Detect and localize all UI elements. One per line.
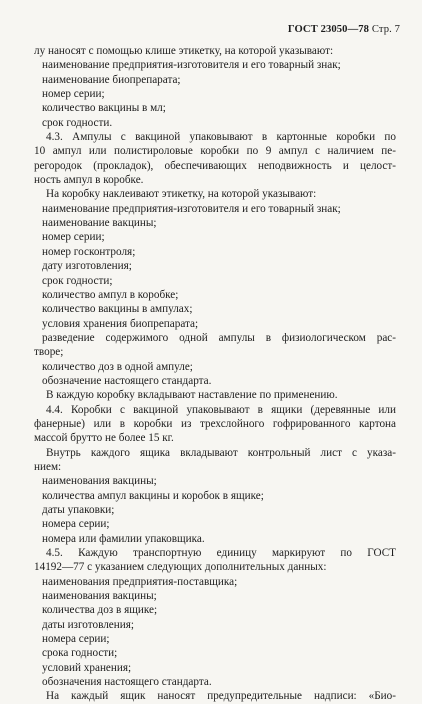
text-line: разведение содержимого одной ампулы в физиологическом рас- (42, 331, 396, 344)
text-line: лу наносят с помощью клише этикетку, на которой указывают: (34, 45, 334, 57)
text-line: количества доз в ящике; (42, 604, 158, 617)
text-line: количество ампул в коробке; (42, 288, 179, 301)
text-line: номера или фамилии упаковщика. (42, 532, 205, 545)
document-body (34, 44, 396, 704)
text-line: количества ампул вакцины и коробок в ящике; (42, 489, 264, 502)
text-line: наименования вакцины; (42, 590, 157, 603)
text-line: номер серии; (42, 88, 105, 101)
page-number: 7 (394, 24, 400, 35)
text-line: количество вакцины в мл; (42, 102, 166, 115)
text-line: 4.3. Ампулы с вакциной упаковывают в картонные коробки по (46, 131, 396, 144)
text-line: Внутрь каждого ящика вкладывают контрольный лист с указа- (46, 446, 396, 459)
text-line: даты упаковки; (42, 504, 115, 516)
text-line: На каждый ящик наносят предупредительные надписи: «Био- (46, 690, 396, 703)
page-label: Стр. (371, 24, 392, 35)
text-line: фанерные) или в коробки из трехслойного гофрированного картона (34, 417, 396, 430)
text-line: наименование биопрепарата; (42, 73, 181, 86)
text-line: 10 ампул или полистироловые коробки по 9 ампул с наличием пе- (34, 145, 396, 158)
text-line: 14192—77 с указанием следующих дополнительных данных: (34, 561, 327, 574)
text-line: 4.5. Каждую транспортную единицу маркируют по ГОСТ (46, 547, 396, 560)
text-line: срока годности; (42, 647, 118, 660)
text-line: регородок (прокладок), обеспечивающих неподвижность и целост- (34, 159, 396, 172)
text-line: количество доз в одной ампуле; (42, 360, 193, 373)
text-line: обозначение настоящего стандарта. (42, 374, 212, 387)
text-line: даты изготовления; (42, 618, 134, 631)
text-line: ность ампул в коробке. (34, 174, 144, 187)
text-line: На коробку наклеивают этикетку, на которой указывают: (46, 188, 317, 201)
text-line: условия хранения биопрепарата; (42, 317, 199, 330)
text-line: В каждую коробку вкладывают наставление по применению. (46, 389, 338, 402)
text-line: номера серии; (42, 518, 110, 531)
text-line: срок годности; (42, 274, 113, 287)
text-line: наименование вакцины; (42, 217, 157, 230)
text-line: номера серии; (42, 633, 110, 646)
text-line: номер серии; (42, 231, 105, 244)
text-line: условий хранения; (42, 661, 132, 674)
text-line: количество вакцины в ампулах; (42, 303, 193, 316)
text-line: наименования предприятия-поставщика; (42, 575, 238, 588)
page-header (288, 24, 400, 35)
text-line: творе; (34, 346, 64, 359)
text-line: обозначения настоящего стандарта. (42, 676, 212, 689)
text-line: нием: (34, 460, 62, 473)
text-line: наименования вакцины; (42, 475, 157, 488)
text-line: наименование предприятия-изготовителя и его товарный знак; (42, 59, 341, 72)
text-line: срок годности. (42, 116, 113, 129)
text-line: номер госконтроля; (42, 245, 136, 258)
text-line: дату изготовления; (42, 260, 132, 273)
standard-code: ГОСТ 23050—78 (287, 24, 370, 35)
text-line: наименование предприятия-изготовителя и его товарный знак; (42, 202, 341, 215)
text-line: 4.4. Коробки с вакциной упаковывают в ящики (деревянные или (46, 403, 396, 416)
text-line: массой брутто не более 15 кг. (34, 432, 174, 445)
